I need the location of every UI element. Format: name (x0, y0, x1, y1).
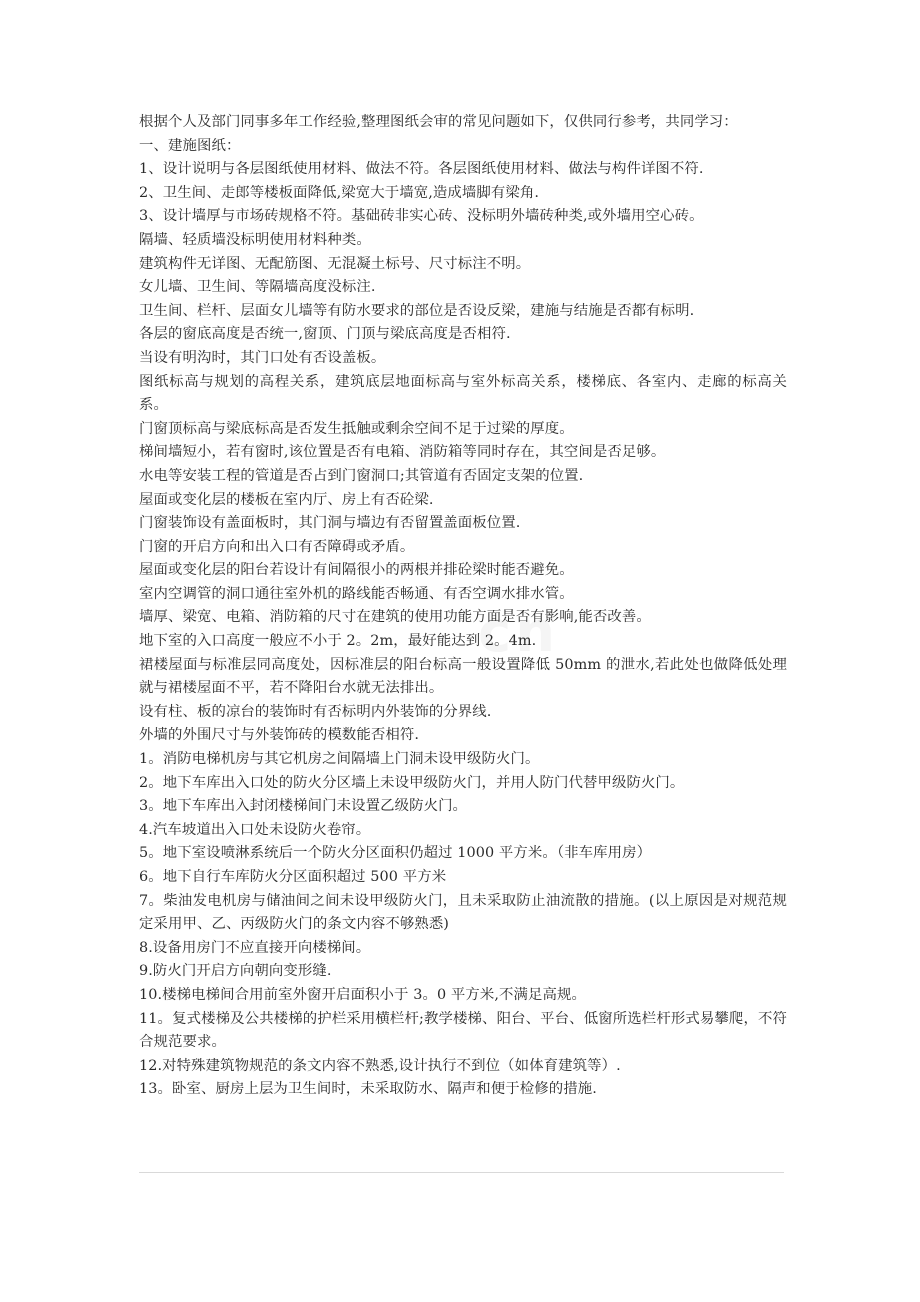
text-line: 门窗的开启方向和出入口有否障碍或矛盾。 (139, 538, 415, 555)
text-line: 屋面或变化层的楼板在室内厅、房上有否砼梁. (139, 491, 434, 508)
text-paragraph: 图纸标高与规划的高程关系，建筑底层地面标高与室外标高关系，楼梯底、各室内、走廊的标高关系。 (139, 373, 787, 414)
intro-paragraph: 根据个人及部门同事多年工作经验,整理图纸会审的常见问题如下，仅供同行参考，共同学习： (139, 114, 738, 130)
text-line: 卫生间、栏杆、层面女儿墙等有防水要求的部位是否设反梁，建施与结施是否都有标明. (139, 302, 695, 319)
text-line: 各层的窗底高度是否统一,窗顶、门顶与梁底高度是否相符. (139, 326, 511, 343)
text-line: 门窗装饰设有盖面板时，其门洞与墙边有否留置盖面板位置. (139, 515, 521, 532)
text-line: 门窗顶标高与梁底标高是否发生抵触或剩余空间不足于过梁的厚度。 (139, 420, 574, 437)
list-item: 2。地下车库出入口处的防火分区墙上未设甲级防火门，并用人防门代替甲级防火门。 (139, 774, 685, 791)
list-item: 13。卧室、厨房上层为卫生间时，未采取防水、隔声和便于检修的措施. (139, 1081, 597, 1098)
text-line: 屋面或变化层的阳台若设计有间隔很小的两根并排砼梁时能否避免。 (139, 562, 574, 579)
text-line: 梯间墙短小，若有窗时,该位置是否有电箱、消防箱等同时存在，其空间是否足够。 (139, 444, 666, 461)
text-line: 2、卫生间、走郎等楼板面降低,梁宽大于墙宽,造成墙脚有梁角. (139, 184, 540, 201)
bottom-divider (139, 1172, 784, 1173)
list-item: 12.对特殊建筑物规范的条文内容不熟悉,设计执行不到位（如体育建筑等）. (139, 1057, 621, 1074)
text-line: 建筑构件无详图、无配筋图、无混凝土标号、尺寸标注不明。 (139, 255, 531, 272)
list-item: 1。消防电梯机房与其它机房之间隔墙上门洞未设甲级防火门。 (139, 751, 540, 768)
text-line: 室内空调管的洞口通往室外机的路线能否畅通、有否空调水排水管。 (139, 585, 574, 602)
text-paragraph: 裙楼屋面与标准层同高度处，因标准层的阳台标高一般设置降低 50mm 的泄水,若此处也做降低处理就与裙楼屋面不平，若不降阳台水就无法排出。 (139, 656, 787, 697)
text-line: 3、设计墙厚与市场砖规格不符。基础砖非实心砖、没标明外墙砖种类,或外墙用空心砖。 (139, 208, 704, 225)
list-item: 9.防火门开启方向朝向变形缝. (139, 963, 332, 980)
text-line: 设有柱、板的凉台的装饰时有否标明内外装饰的分界线. (139, 703, 492, 720)
list-item: 3。地下车库出入封闭楼梯间门未设置乙级防火门。 (139, 798, 468, 815)
text-line: 外墙的外围尺寸与外装饰砖的模数能否相符. (139, 727, 419, 744)
list-item: 7。柴油发电机房与储油间之间未设甲级防火门，且未采取防止油流散的措施。(以上原因是对规范规定采用甲、乙、丙级防火门的条文内容不够熟悉) (139, 892, 787, 933)
list-item: 4.汽车坡道出入口处未设防火卷帘。 (139, 821, 371, 838)
text-line: 当设有明沟时，其门口处有否设盖板。 (139, 349, 386, 366)
text-line: 地下室的入口高度一般应不小于 2。2m，最好能达到 2。4m. (139, 633, 537, 650)
document-body (139, 111, 787, 1102)
text-line: 墙厚、梁宽、电箱、消防箱的尺寸在建筑的使用功能方面是否有影响,能否改善。 (139, 609, 651, 626)
text-line: 1、设计说明与各层图纸使用材料、做法不符。各层图纸使用材料、做法与构件详图不符. (139, 161, 704, 178)
list-item: 10.楼梯电梯间合用前室外窗开启面积小于 3。0 平方米,不满足高规。 (139, 986, 586, 1003)
text-line: 女儿墙、卫生间、等隔墙高度没标注. (139, 279, 376, 296)
text-line: 水电等安装工程的管道是否占到门窗洞口;其管道有否固定支架的位置. (139, 467, 584, 484)
watermark: cn (478, 600, 560, 665)
section-heading: 一、建施图纸： (139, 137, 241, 154)
list-item: 5。地下室设喷淋系统后一个防火分区面积仍超过 1000 平方米。（非车库用房） (139, 845, 652, 862)
list-item: 6。地下自行车库防火分区面积超过 500 平方米 (139, 869, 447, 885)
text-line: 隔墙、轻质墙没标明使用材料种类。 (139, 231, 371, 248)
list-item: 8.设备用房门不应直接开向楼梯间。 (139, 939, 371, 956)
list-item: 11。复式楼梯及公共楼梯的护栏采用横栏杆;教学楼梯、阳台、平台、低窗所选栏杆形式易攀爬，不符合规范要求。 (139, 1010, 787, 1051)
